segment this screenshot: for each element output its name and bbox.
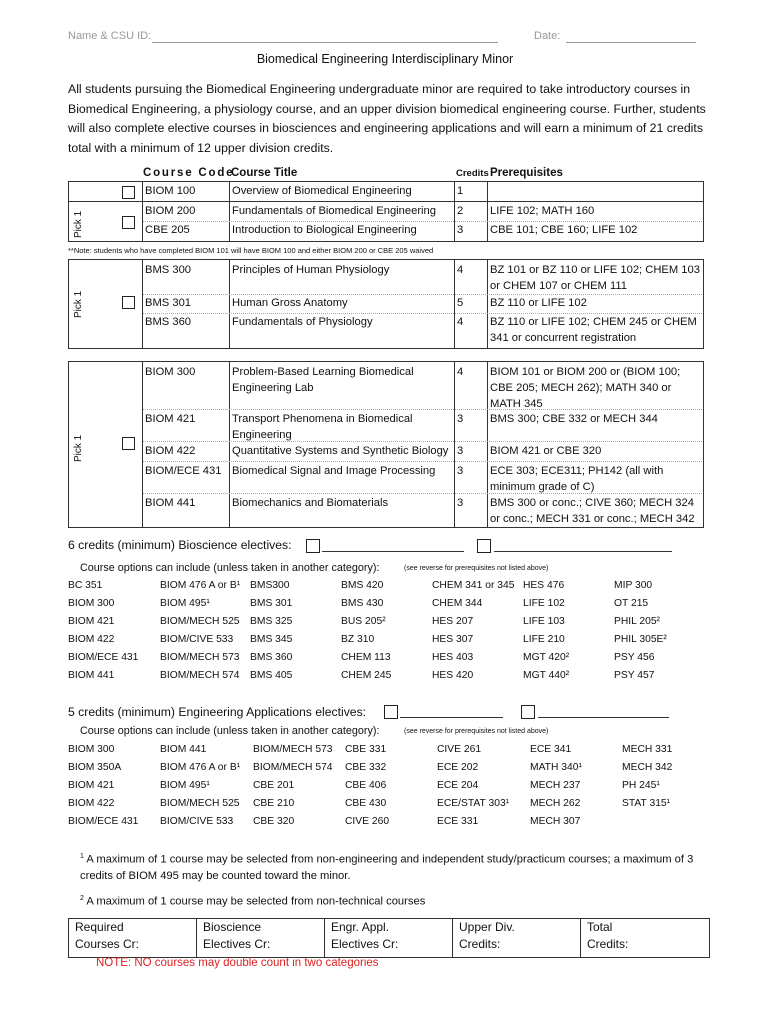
elective-course: MECH 262 <box>530 798 581 809</box>
course-credits: 3 <box>457 465 464 477</box>
course-prereq: BIOM 421 or CBE 320 <box>490 445 602 457</box>
elective-course: LIFE 102 <box>523 598 565 609</box>
elective-course: BC 351 <box>68 580 103 591</box>
course-code: BMS 301 <box>145 297 192 309</box>
elective-course: MECH 307 <box>530 816 581 827</box>
elective-course: BIOM/ECE 431 <box>68 816 139 827</box>
course-title: Fundamentals of Physiology <box>232 316 373 328</box>
elective-course: CHEM 113 <box>341 652 391 663</box>
course-code: BMS 300 <box>145 264 192 276</box>
elective-course: HES 403 <box>432 652 474 663</box>
checkbox-bio-2[interactable] <box>477 539 491 553</box>
elective-course: BMS300 <box>250 580 290 591</box>
elective-course: HES 207 <box>432 616 474 627</box>
elective-course: BIOM 495¹ <box>160 780 210 791</box>
elective-course: BMS 345 <box>250 634 293 645</box>
eng-elective-field-2[interactable] <box>538 717 669 718</box>
course-credits: 4 <box>457 316 464 328</box>
course-code: BIOM 421 <box>145 413 196 425</box>
col-prerequisites: Prerequisites <box>490 167 563 179</box>
eng-heading: 5 credits (minimum) Engineering Applications electives: <box>68 705 367 719</box>
course-credits: 3 <box>457 224 464 236</box>
elective-course: BIOM/CIVE 533 <box>160 816 234 827</box>
elective-course: BIOM/MECH 525 <box>160 798 240 809</box>
elective-course: ECE 204 <box>437 780 479 791</box>
checkbox-eng-2[interactable] <box>521 705 535 719</box>
elective-course: BIOM/MECH 574 <box>253 762 333 773</box>
name-label: Name & CSU ID: <box>68 30 152 42</box>
course-prereq: or conc.; MECH 331 or conc.; MECH 342 <box>490 513 695 525</box>
course-code: BIOM 100 <box>145 185 196 197</box>
elective-course: CBE 430 <box>345 798 387 809</box>
elective-course: BUS 205² <box>341 616 386 627</box>
course-code: BIOM 200 <box>145 205 196 217</box>
bio-elective-field-1[interactable] <box>322 551 464 552</box>
course-credits: 2 <box>457 205 464 217</box>
elective-course: BIOM 495¹ <box>160 598 210 609</box>
elective-course: CBE 210 <box>253 798 295 809</box>
elective-course: CHEM 245 <box>341 670 392 681</box>
elective-course: LIFE 210 <box>523 634 565 645</box>
elective-course: BIOM/MECH 574 <box>160 670 240 681</box>
course-credits: 4 <box>457 264 464 276</box>
course-credits: 3 <box>457 497 464 509</box>
total-upper-div-cell[interactable] <box>453 919 581 957</box>
course-prereq: BMS 300; CBE 332 or MECH 344 <box>490 413 658 425</box>
course-prereq: CBE 101; CBE 160; LIFE 102 <box>490 224 638 236</box>
elective-course: BIOM 300 <box>68 744 115 755</box>
total-label: Courses Cr: <box>75 937 140 951</box>
elective-course: MGT 420² <box>523 652 570 663</box>
course-title: Problem-Based Learning Biomedical <box>232 366 414 378</box>
course-prereq: BZ 110 or LIFE 102 <box>490 297 587 309</box>
course-credits: 4 <box>457 366 464 378</box>
elective-course: BIOM 421 <box>68 616 115 627</box>
elective-course: CBE 201 <box>253 780 295 791</box>
elective-course: BIOM/ECE 431 <box>68 652 139 663</box>
course-code: BIOM/ECE 431 <box>145 465 222 477</box>
page-title: Biomedical Engineering Interdisciplinary Minor <box>256 52 514 66</box>
course-credits: 3 <box>457 413 464 425</box>
elective-course: PSY 456 <box>614 652 655 663</box>
elective-course: CHEM 341 or 345 <box>432 580 515 591</box>
elective-course: BZ 310 <box>341 634 375 645</box>
elective-course: ECE 331 <box>437 816 479 827</box>
name-field[interactable] <box>152 42 498 43</box>
eng-options-label: Course options can include (unless taken in another category): <box>80 725 380 737</box>
course-code: BMS 360 <box>145 316 192 328</box>
checkbox-bio-1[interactable] <box>306 539 320 553</box>
course-title: Engineering <box>232 429 292 441</box>
bio-options-note: (see reverse for prerequisites not listed above) <box>404 565 549 572</box>
elective-course: MECH 342 <box>622 762 673 773</box>
checkbox-group2[interactable] <box>122 296 135 309</box>
elective-course: CBE 406 <box>345 780 387 791</box>
elective-course: BIOM 422 <box>68 798 115 809</box>
course-prereq: LIFE 102; MATH 160 <box>490 205 595 217</box>
footnote-1 <box>80 849 710 884</box>
course-title: Principles of Human Physiology <box>232 264 390 276</box>
elective-course: MIP 300 <box>614 580 653 591</box>
course-prereq: BZ 110 or LIFE 102; CHEM 245 or CHEM <box>490 316 697 328</box>
elective-course: HES 307 <box>432 634 474 645</box>
elective-course: CIVE 260 <box>345 816 390 827</box>
elective-course: MECH 331 <box>622 744 673 755</box>
course-prereq: BIOM 101 or BIOM 200 or (BIOM 100; <box>490 366 681 378</box>
total-label: Total <box>587 920 613 934</box>
course-credits: 5 <box>457 297 464 309</box>
elective-course: ECE 341 <box>530 744 572 755</box>
waiver-note: **Note: students who have completed BIOM 101 will have BIOM 100 and either BIOM 200 or CBE 205 waived <box>68 246 434 255</box>
course-title: Biomedical Signal and Image Processing <box>232 465 436 477</box>
intro-paragraph: All students pursuing the Biomedical Engineering undergraduate minor are required to take introductory courses in Biomedical Engineering, a physiology course, and an upper division biomedical engineering course. Further, students will also complete elective courses in biosciences and engineering applications and will earn a minimum of 21 credits total with a minimum of 12 upper division credits. <box>68 82 706 155</box>
col-course-code: Course Code <box>143 167 235 179</box>
date-label: Date: <box>534 30 561 42</box>
course-title: Overview of Biomedical Engineering <box>232 185 412 197</box>
eng-options-note: (see reverse for prerequisites not listed above) <box>404 728 549 735</box>
double-count-note: NOTE: NO courses may double count in two categories <box>96 957 379 969</box>
total-label: Electives Cr: <box>203 937 271 951</box>
bio-heading: 6 credits (minimum) Bioscience electives: <box>68 538 292 552</box>
bio-options-label: Course options can include (unless taken in another category): <box>80 562 380 574</box>
checkbox-group3[interactable] <box>122 437 135 450</box>
elective-course: STAT 315¹ <box>622 798 671 809</box>
course-prereq: BMS 300 or conc.; CIVE 360; MECH 324 <box>490 497 694 509</box>
course-title: Quantitative Systems and Synthetic Biology <box>232 445 449 457</box>
elective-course: CIVE 261 <box>437 744 482 755</box>
course-title: Introduction to Biological Engineering <box>232 224 417 236</box>
elective-course: BMS 405 <box>250 670 293 681</box>
elective-course: CBE 331 <box>345 744 387 755</box>
elective-course: BIOM 350A <box>68 762 122 773</box>
date-field[interactable] <box>566 42 696 43</box>
elective-course: ECE 202 <box>437 762 479 773</box>
elective-course: PH 245¹ <box>622 780 660 791</box>
elective-course: HES 476 <box>523 580 565 591</box>
elective-course: BMS 360 <box>250 652 293 663</box>
course-code: CBE 205 <box>145 224 190 236</box>
elective-course: MGT 440² <box>523 670 570 681</box>
checkbox-biom100[interactable] <box>122 186 135 199</box>
elective-course: CBE 320 <box>253 816 295 827</box>
credit-totals-table <box>68 918 710 958</box>
course-credits: 3 <box>457 445 464 457</box>
course-code: BIOM 422 <box>145 445 196 457</box>
elective-course: CBE 332 <box>345 762 387 773</box>
course-prereq: MATH 345 <box>490 398 543 410</box>
total-label: Credits: <box>587 937 629 951</box>
total-required-cell[interactable] <box>69 919 197 957</box>
elective-course: BIOM/MECH 573 <box>160 652 240 663</box>
pick-label: Pick 1 <box>73 210 84 238</box>
footnote-2-mark: 2 <box>80 895 84 902</box>
elective-course: ECE/STAT 303¹ <box>437 798 510 809</box>
total-engr-cell[interactable] <box>325 919 453 957</box>
elective-course: OT 215 <box>614 598 649 609</box>
course-title: Fundamentals of Biomedical Engineering <box>232 205 436 217</box>
elective-course: BIOM 422 <box>68 634 115 645</box>
checkbox-group1[interactable] <box>122 216 135 229</box>
total-label: Credits: <box>459 937 501 951</box>
course-code: BIOM 300 <box>145 366 196 378</box>
elective-course: BIOM/MECH 573 <box>253 744 333 755</box>
course-prereq: minimum grade of C) <box>490 481 595 493</box>
col-credits: Credits <box>456 168 489 179</box>
eng-elective-field-1[interactable] <box>400 717 503 718</box>
elective-course: MATH 340¹ <box>530 762 582 773</box>
total-label: Upper Div. <box>459 920 515 934</box>
course-prereq: ECE 303; ECE311; PH142 (all with <box>490 465 664 477</box>
elective-course: BIOM 300 <box>68 598 115 609</box>
bio-elective-field-2[interactable] <box>494 551 672 552</box>
course-credits: 1 <box>457 185 464 197</box>
elective-course: BMS 420 <box>341 580 384 591</box>
course-title: Human Gross Anatomy <box>232 297 348 309</box>
footnote-2 <box>80 891 710 910</box>
elective-course: PHIL 305E² <box>614 634 667 645</box>
pick-label: Pick 1 <box>73 290 84 318</box>
course-code: BIOM 441 <box>145 497 196 509</box>
elective-course: CHEM 344 <box>432 598 483 609</box>
footnote-1-mark: 1 <box>80 853 84 860</box>
elective-course: PHIL 205² <box>614 616 660 627</box>
elective-course: BIOM/CIVE 533 <box>160 634 234 645</box>
elective-course: BIOM 441 <box>160 744 207 755</box>
total-credits-cell[interactable] <box>581 919 709 957</box>
elective-course: MECH 237 <box>530 780 581 791</box>
elective-course: BIOM 421 <box>68 780 115 791</box>
course-title: Transport Phenomena in Biomedical <box>232 413 413 425</box>
course-prereq: 341 or concurrent registration <box>490 332 637 344</box>
total-bioscience-cell[interactable] <box>197 919 325 957</box>
elective-course: BIOM/MECH 525 <box>160 616 240 627</box>
elective-course: HES 420 <box>432 670 474 681</box>
total-label: Engr. Appl. <box>331 920 390 934</box>
elective-course: BMS 430 <box>341 598 384 609</box>
course-title: Engineering Lab <box>232 382 314 394</box>
course-prereq: CBE 205; MECH 262); MATH 340 or <box>490 382 672 394</box>
footnote-2-text: A maximum of 1 course may be selected from non-technical courses <box>86 895 426 908</box>
total-label: Required <box>75 920 124 934</box>
elective-course: BIOM 441 <box>68 670 115 681</box>
total-label: Electives Cr: <box>331 937 399 951</box>
footnote-1-text: A maximum of 1 course may be selected from non-engineering and independent study/practicum courses; a maximum of 3 credits of BIOM 495 may be counted toward the minor. <box>80 853 694 882</box>
course-prereq: or CHEM 107 or CHEM 111 <box>490 280 627 292</box>
checkbox-eng-1[interactable] <box>384 705 398 719</box>
elective-course: BMS 301 <box>250 598 293 609</box>
elective-course: PSY 457 <box>614 670 655 681</box>
pick-label: Pick 1 <box>73 434 84 462</box>
total-label: Bioscience <box>203 920 262 934</box>
elective-course: BIOM 476 A or B¹ <box>160 762 241 773</box>
elective-course: BIOM 476 A or B¹ <box>160 580 241 591</box>
elective-course: LIFE 103 <box>523 616 565 627</box>
course-prereq: BZ 101 or BZ 110 or LIFE 102; CHEM 103 <box>490 264 700 276</box>
col-course-title: Course Title <box>231 167 298 179</box>
course-title: Biomechanics and Biomaterials <box>232 497 389 509</box>
elective-course: BMS 325 <box>250 616 293 627</box>
